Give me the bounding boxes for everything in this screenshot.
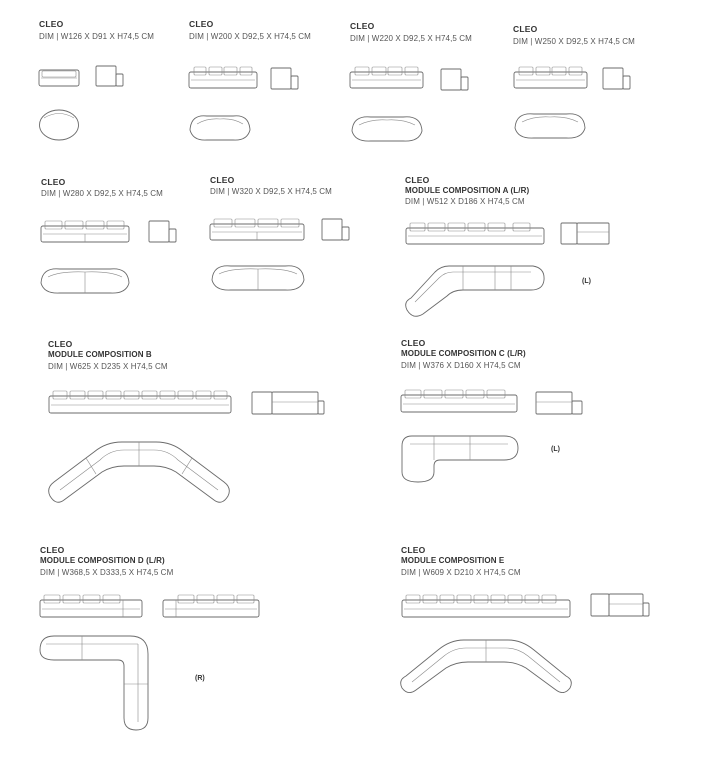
product-dimensions: DIM | W280 X D92,5 X H74,5 CM	[41, 189, 163, 198]
sofa-top-view	[209, 260, 307, 294]
sofa-front-view	[39, 591, 143, 619]
orientation-tag: (L)	[582, 278, 591, 285]
sofa-top-view	[398, 632, 574, 698]
orientation-tag: (R)	[195, 675, 205, 682]
sofa-side-view	[251, 389, 327, 417]
product-composition-name: MODULE COMPOSITION E	[401, 556, 505, 565]
orientation-tag: (L)	[551, 446, 560, 453]
sofa-side-view	[590, 591, 652, 619]
sofa-front-view	[349, 64, 424, 90]
sofa-top-view	[38, 263, 132, 297]
product-brand: CLEO	[210, 175, 235, 185]
sofa-front-view	[188, 64, 258, 90]
sofa-top-view	[400, 432, 520, 484]
sofa-side-view	[148, 219, 178, 245]
sofa-side-view	[95, 64, 125, 88]
sofa-top-view	[403, 262, 547, 318]
product-brand: CLEO	[405, 175, 430, 185]
sofa-side-view	[560, 220, 612, 246]
product-brand: CLEO	[513, 24, 538, 34]
sofa-front-view	[48, 387, 232, 415]
product-composition-name: MODULE COMPOSITION B	[48, 350, 152, 359]
sofa-top-view	[38, 108, 80, 142]
sofa-side-view	[321, 217, 351, 243]
product-dimensions: DIM | W625 X D235 X H74,5 CM	[48, 362, 168, 371]
product-brand: CLEO	[401, 545, 426, 555]
product-dimensions: DIM | W126 X D91 X H74,5 CM	[39, 32, 155, 41]
product-brand: CLEO	[189, 19, 214, 29]
product-dimensions: DIM | W609 X D210 X H74,5 CM	[401, 568, 521, 577]
sofa-side-view	[535, 389, 587, 417]
sofa-front-view	[40, 218, 130, 244]
sofa-side-view	[162, 591, 260, 619]
product-brand: CLEO	[41, 177, 66, 187]
sofa-front-view	[209, 216, 305, 242]
product-dimensions: DIM | W376 X D160 X H74,5 CM	[401, 361, 521, 370]
sofa-side-view	[270, 66, 300, 92]
sofa-front-view	[513, 64, 588, 90]
sofa-top-view	[187, 110, 253, 144]
product-composition-name: MODULE COMPOSITION C (L/R)	[401, 349, 526, 358]
product-brand: CLEO	[48, 339, 73, 349]
sofa-side-view	[602, 66, 632, 92]
sofa-front-view	[405, 220, 545, 246]
product-brand: CLEO	[40, 545, 65, 555]
sofa-front-view	[38, 64, 80, 88]
product-dimensions: DIM | W250 X D92,5 X H74,5 CM	[513, 37, 635, 46]
product-composition-name: MODULE COMPOSITION A (L/R)	[405, 186, 530, 195]
product-brand: CLEO	[401, 338, 426, 348]
product-dimensions: DIM | W220 X D92,5 X H74,5 CM	[350, 34, 472, 43]
product-dimensions: DIM | W320 X D92,5 X H74,5 CM	[210, 187, 332, 196]
sofa-front-view	[401, 591, 571, 619]
sofa-top-view	[38, 634, 150, 732]
sofa-side-view	[440, 67, 470, 93]
product-dimensions: DIM | W512 X D186 X H74,5 CM	[405, 197, 525, 206]
product-dimensions: DIM | W200 X D92,5 X H74,5 CM	[189, 32, 311, 41]
sofa-top-view	[44, 434, 234, 508]
product-brand: CLEO	[39, 19, 64, 29]
product-brand: CLEO	[350, 21, 375, 31]
product-dimensions: DIM | W368,5 X D333,5 X H74,5 CM	[40, 568, 174, 577]
sofa-top-view	[512, 108, 588, 142]
product-composition-name: MODULE COMPOSITION D (L/R)	[40, 556, 165, 565]
sofa-top-view	[349, 111, 425, 145]
sofa-front-view	[400, 386, 518, 414]
